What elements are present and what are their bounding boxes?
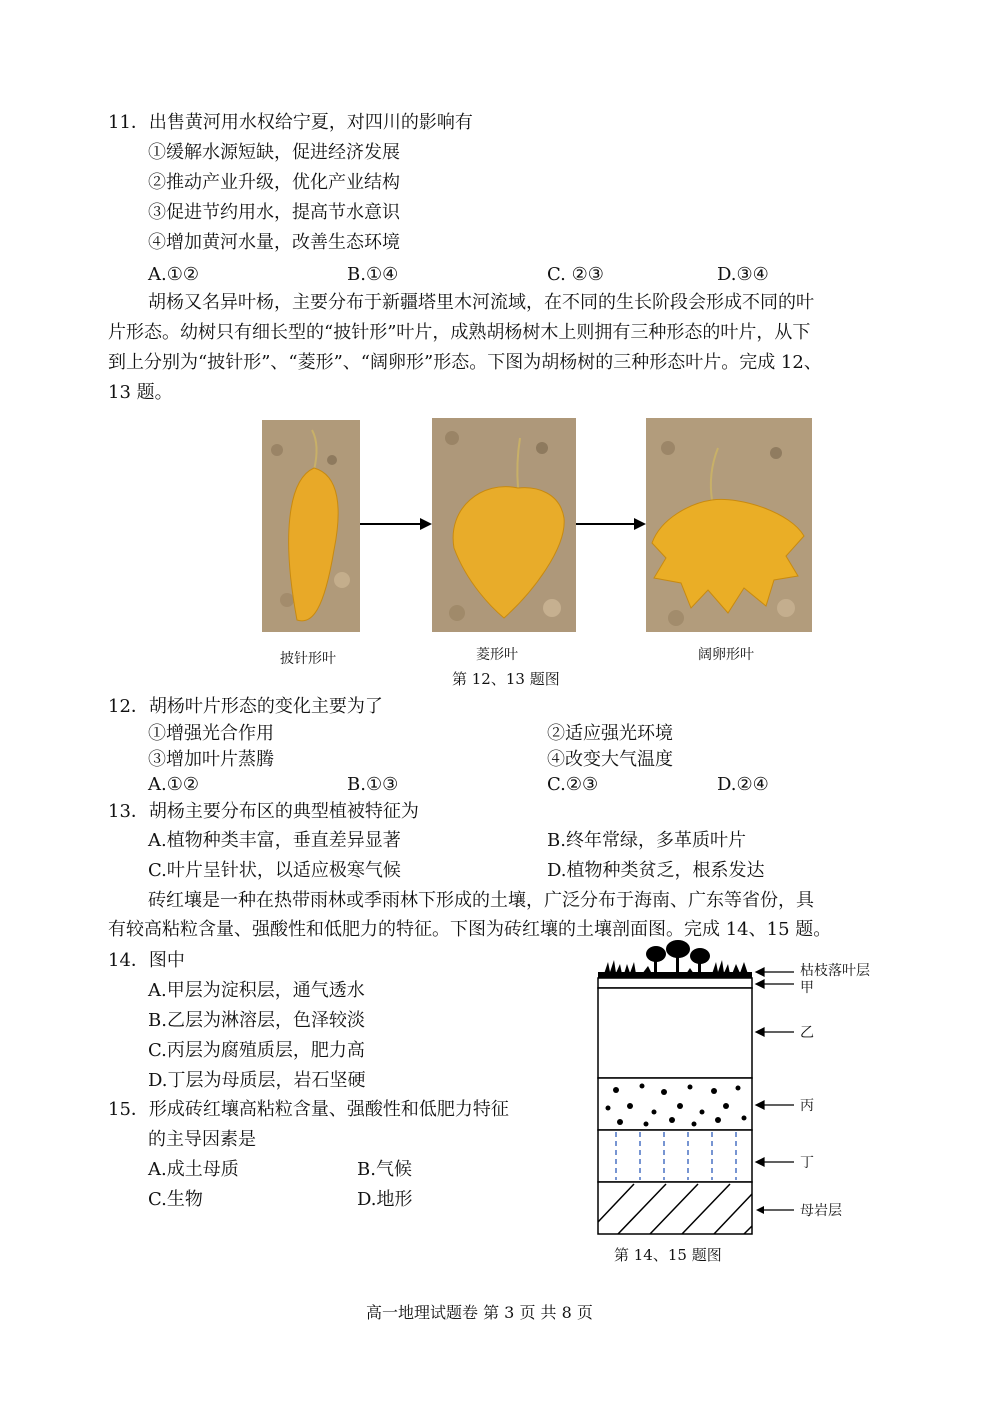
q13-stem: 13．胡杨主要分布区的典型植被特征为	[108, 801, 419, 822]
passage1-line-3: 到上分别为“披针形”、“菱形”、“阔卵形”形态。下图为胡杨树的三种形态叶片。完成 12、	[108, 352, 822, 373]
q11-item-2: ②推动产业升级，优化产业结构	[148, 172, 400, 193]
q12-stem: 12．胡杨叶片形态的变化主要为了	[108, 696, 383, 717]
passage1-line-1: 胡杨又名异叶杨，主要分布于新疆塔里木河流域，在不同的生长阶段会形成不同的叶	[148, 292, 814, 313]
figure1-label-ovate: 阔卵形叶	[698, 647, 754, 663]
q14-option-b: B.乙层为淋溶层，色泽较淡	[148, 1010, 365, 1031]
q12-option-a: A.①②	[148, 774, 199, 795]
q12-item-3: ③增加叶片蒸腾	[148, 749, 274, 770]
q12-item-2: ②适应强光环境	[547, 723, 673, 744]
soil-label-litter: 枯枝落叶层	[800, 963, 870, 979]
q13-option-d: D.植物种类贫乏，根系发达	[547, 860, 765, 881]
q11-option-c: C. ②③	[547, 264, 604, 285]
q15-stem-line-1: 15．形成砖红壤高粘粒含量、强酸性和低肥力特征	[108, 1099, 509, 1120]
q14-option-d: D.丁层为母质层，岩石坚硬	[148, 1070, 366, 1091]
q12-option-b: B.①③	[347, 774, 399, 795]
q15-stem-line-2: 的主导因素是	[148, 1129, 256, 1150]
q12-option-d: D.②④	[717, 774, 769, 795]
q13-option-c: C.叶片呈针状，以适应极寒气候	[148, 860, 401, 881]
arrow-1-icon	[360, 516, 432, 532]
figure1-label-rhombic: 菱形叶	[476, 647, 518, 663]
figure1-caption: 第 12、13 题图	[452, 670, 560, 688]
passage2-line-1: 砖红壤是一种在热带雨林或季雨林下形成的土壤，广泛分布于海南、广东等省份，具	[148, 890, 814, 911]
lanceolate-leaf-photo	[262, 420, 360, 632]
q11-item-3: ③促进节约用水，提高节水意识	[148, 202, 400, 223]
rhombic-leaf-photo	[432, 418, 576, 632]
q11-option-b: B.①④	[347, 264, 399, 285]
page-footer: 高一地理试题卷 第 3 页 共 8 页	[366, 1303, 593, 1322]
q13-option-b: B.终年常绿，多革质叶片	[547, 830, 746, 851]
broad-ovate-leaf-photo	[646, 418, 812, 632]
soil-label-bing: 丙	[800, 1098, 814, 1114]
passage1-line-4: 13 题。	[108, 382, 173, 403]
q11-item-4: ④增加黄河水量，改善生态环境	[148, 232, 400, 253]
q11-item-1: ①缓解水源短缺，促进经济发展	[148, 142, 400, 163]
q13-option-a: A.植物种类丰富，垂直差异显著	[148, 830, 401, 851]
q12-item-1: ①增强光合作用	[148, 723, 274, 744]
q14-stem: 14．图中	[108, 950, 185, 971]
figure1-label-lanceolate: 披针形叶	[280, 651, 336, 667]
q14-option-c: C.丙层为腐殖质层，肥力高	[148, 1040, 365, 1061]
q15-option-b: B.气候	[357, 1159, 412, 1180]
soil-label-bedrock: 母岩层	[800, 1203, 842, 1219]
soil-label-jia: 甲	[800, 980, 814, 996]
q12-option-c: C.②③	[547, 774, 599, 795]
litter-vegetation-icon	[604, 940, 748, 974]
soil-label-ding: 丁	[800, 1155, 814, 1171]
bedrock-arrow-icon	[754, 1200, 798, 1216]
passage1-line-2: 片形态。幼树只有细长型的“披针形”叶片，成熟胡杨树木上则拥有三种形态的叶片，从下	[108, 322, 811, 343]
q15-option-d: D.地形	[357, 1189, 413, 1210]
q11-option-a: A.①②	[148, 264, 199, 285]
q14-option-a: A.甲层为淀积层，通气透水	[148, 980, 365, 1001]
q15-option-a: A.成土母质	[148, 1159, 239, 1180]
q15-option-c: C.生物	[148, 1189, 203, 1210]
soil-label-arrows	[754, 960, 798, 1220]
q11-stem: 11．出售黄河用水权给宁夏，对四川的影响有	[108, 112, 473, 133]
q11-option-d: D.③④	[717, 264, 769, 285]
figure2-caption: 第 14、15 题图	[614, 1246, 722, 1264]
q12-item-4: ④改变大气温度	[547, 749, 673, 770]
soil-profile-diagram	[594, 940, 754, 1236]
passage2-line-2: 有较高粘粒含量、强酸性和低肥力的特征。下图为砖红壤的土壤剖面图。完成 14、15 题。	[108, 919, 832, 940]
soil-label-yi: 乙	[800, 1025, 814, 1041]
arrow-2-icon	[576, 516, 646, 532]
